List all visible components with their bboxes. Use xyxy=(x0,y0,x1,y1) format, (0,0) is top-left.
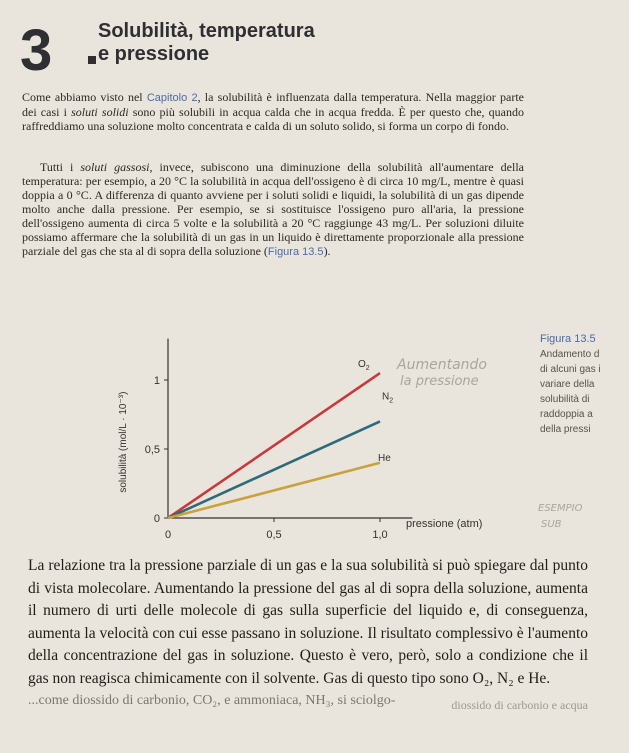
y-tick-label: 1 xyxy=(153,375,160,387)
series-label-O2: $O_2$ xyxy=(358,359,370,373)
x-tick-label: 0 xyxy=(164,529,172,541)
series-label-He: He xyxy=(378,452,391,464)
y-tick-label: 0,5 xyxy=(144,444,160,456)
handwritten-note-4: SUB xyxy=(541,519,562,530)
figure-caption-line: di alcuni gas i xyxy=(540,364,601,375)
section-title xyxy=(98,20,315,66)
para1-text-a: Come abbiamo visto nel xyxy=(22,90,147,104)
figure-caption-line: variare della xyxy=(540,379,595,390)
figure-caption-label: Figura 13.5 xyxy=(540,333,596,345)
bottom-paragraph-text: La relazione tra la pressione parziale di un gas e la sua solubilità si può spiegare dal punto di vista molecolare. Aumentando la pressione del gas al di sopra della soluzione, aumenta il numero di urti delle molecole di gas sulla superficie del liquido e, di conseguenza, aumenta la velocità con cui esse passano in soluzione. Il risultato complessivo è l'aumento della concentrazione del gas in soluzione. Questo è vero, però, solo a condizione che il gas non reagisca chimicamente con il solvente. Gas di questo tipo sono O₂, N₂ e He. xyxy=(28,557,588,687)
series-line-O2 xyxy=(168,373,380,518)
figure-reference-link[interactable]: Figura 13.5 xyxy=(267,246,324,258)
handwritten-note-1: Aumentando xyxy=(397,357,487,373)
section-title-line1: Solubilità, temperatura xyxy=(98,20,315,42)
handwritten-note-3: ESEMPIO xyxy=(538,503,583,514)
section-number: 3 xyxy=(20,18,53,83)
handwritten-note-2: la pressione xyxy=(400,374,479,389)
series-line-N2 xyxy=(168,421,380,518)
para2-text-c: ). xyxy=(323,244,331,258)
x-tick-label: 1,0 xyxy=(372,529,388,541)
para2-text-a: Tutti i xyxy=(40,160,81,174)
series-label-N2: $N_2$ xyxy=(382,391,394,405)
intro-paragraph xyxy=(22,90,524,133)
figure-caption xyxy=(540,332,629,437)
gas-paragraph xyxy=(22,160,524,259)
y-tick-label: 0 xyxy=(153,513,160,525)
figure-caption-line: raddoppia a xyxy=(540,409,593,420)
x-axis-label: pressione (atm) xyxy=(406,518,483,530)
solubility-chart xyxy=(0,318,629,548)
bottom-partial-right: diossido di carbonio e acqua xyxy=(451,698,588,712)
bottom-partial-line: ...come diossido di carbonio, CO₂, e ammoniaca, NH₃, si sciolgo- xyxy=(28,693,396,708)
section-title-line2: e pressione xyxy=(98,43,210,65)
figure-caption-line: della pressi xyxy=(540,424,591,435)
para2-italic: soluti gassosi xyxy=(80,160,150,174)
figure-caption-line: Andamento d xyxy=(540,349,600,360)
para1-italic: soluti solidi xyxy=(71,105,129,119)
section-bullet xyxy=(88,56,96,64)
figure-caption-line: solubilità di xyxy=(540,394,590,405)
para1-text-b: , la solubilità è influenzata dalla temperatura. Nella maggior parte dei casi i xyxy=(22,90,524,119)
para2-text-b: , invece, subiscono una diminuzione della solubilità all'aumentare della temperatura: per esempio, a 20 °C la solubilità in acqua dell'ossigeno è di circa 10 mg/L, mentre è quasi doppia a 0 °C. A differenza di quanto avviene per i soluti solidi e liquidi, la solubilità di un gas dipende molto anche dalla pressione. Per esempio, se si sostituisce l'ossigeno puro all'aria, la pressione dell'ossigeno aumenta di circa 5 volte e la solubilità a 20 °C raggiunge 43 mg/L. Per soluzioni diluite possiamo affermare che la solubilità di un gas in un liquido è direttamente proporzionale alla pressione parziale del gas che sta al di sopra della soluzione ( xyxy=(22,160,525,258)
x-tick-label: 0,5 xyxy=(266,529,282,541)
bottom-paragraph xyxy=(28,555,588,712)
para1-text-c: sono più solubili in acqua calda che in acqua fredda. È per questo che, quando raffreddiamo una soluzione molto concentrata e calda di un soluto solido, si forma un corpo di fondo. xyxy=(22,105,524,133)
chapter-reference-link[interactable]: Capitolo 2 xyxy=(146,92,198,104)
y-axis-label: solubilità (mol/L · 10⁻³) xyxy=(118,391,129,493)
